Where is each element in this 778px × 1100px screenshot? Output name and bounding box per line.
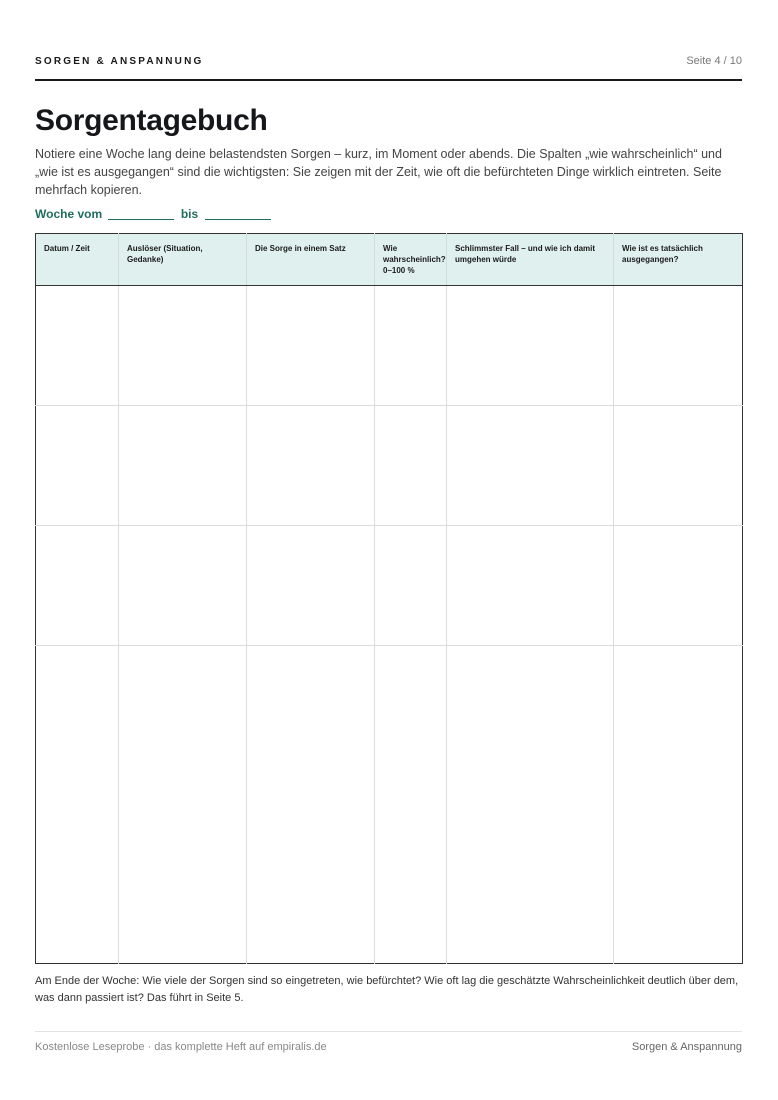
footer-title: Sorgen & Anspannung (631, 1041, 742, 1053)
table-cell[interactable] (119, 526, 247, 646)
table-cell[interactable] (447, 286, 614, 406)
page-header (35, 55, 742, 81)
table-row (36, 646, 743, 964)
week-to-blank[interactable] (205, 208, 271, 220)
week-from-blank[interactable] (108, 208, 174, 220)
table-cell[interactable] (119, 286, 247, 406)
column-header: Die Sorge in einem Satz (247, 234, 375, 286)
table-cell[interactable] (36, 286, 119, 406)
intro-text: Notiere eine Woche lang deine belastendsten Sorgen – kurz, im Moment oder abends. Die Spalten „wie wahrscheinlich“ und „wie ist es ausgegangen“ sind die wichtigsten: Sie zeigen mit der Zeit, wie oft die befürchteten Dinge wirklich eintreten. Seite mehrfach kopieren. (35, 147, 722, 197)
page-title: Sorgentagebuch (35, 104, 268, 137)
table-cell[interactable] (36, 526, 119, 646)
table-cell[interactable] (614, 406, 743, 526)
table-header-row (36, 234, 743, 286)
page-footer (35, 1031, 742, 1055)
table-cell[interactable] (447, 526, 614, 646)
table-cell[interactable] (119, 646, 247, 964)
week-from-label: Woche vom (35, 207, 103, 221)
table-row (36, 406, 743, 526)
table-cell[interactable] (247, 286, 375, 406)
table-cell[interactable] (375, 646, 447, 964)
column-header: Schlimmster Fall – und wie ich damit umgehen würde (447, 234, 614, 286)
table-cell[interactable] (447, 406, 614, 526)
table-cell[interactable] (375, 286, 447, 406)
column-header: Auslöser (Situation, Gedanke) (119, 234, 247, 286)
table-cell[interactable] (614, 286, 743, 406)
page-number: Seite 4 / 10 (686, 55, 742, 67)
table-cell[interactable] (247, 646, 375, 964)
column-header: Wie ist es tatsächlich ausgegangen? (614, 234, 743, 286)
footer-promo: Kostenlose Leseprobe · das komplette Heft auf empiralis.de (35, 1041, 327, 1053)
table-cell[interactable] (375, 406, 447, 526)
week-range (35, 207, 274, 221)
table-cell[interactable] (36, 646, 119, 964)
table-cell[interactable] (247, 406, 375, 526)
worry-journal-table (35, 233, 743, 964)
table-row (36, 526, 743, 646)
table-cell[interactable] (614, 526, 743, 646)
column-header: Datum / Zeit (36, 234, 119, 286)
table-row (36, 286, 743, 406)
closing-text: Am Ende der Woche: Wie viele der Sorgen sind so eingetreten, wie befürchtet? Wie oft lag die geschätzte Wahrscheinlichkeit deutlich über dem, was dann passiert ist? Das führt in Seite 5. (35, 975, 739, 1004)
table-cell[interactable] (36, 406, 119, 526)
table-cell[interactable] (375, 526, 447, 646)
section-title: SORGEN & ANSPANNUNG (35, 56, 204, 67)
table-cell[interactable] (119, 406, 247, 526)
column-header: Wie wahrscheinlich? 0–100 % (375, 234, 447, 286)
table-cell[interactable] (247, 526, 375, 646)
table-cell[interactable] (447, 646, 614, 964)
week-to-label: bis (180, 207, 199, 221)
table-cell[interactable] (614, 646, 743, 964)
